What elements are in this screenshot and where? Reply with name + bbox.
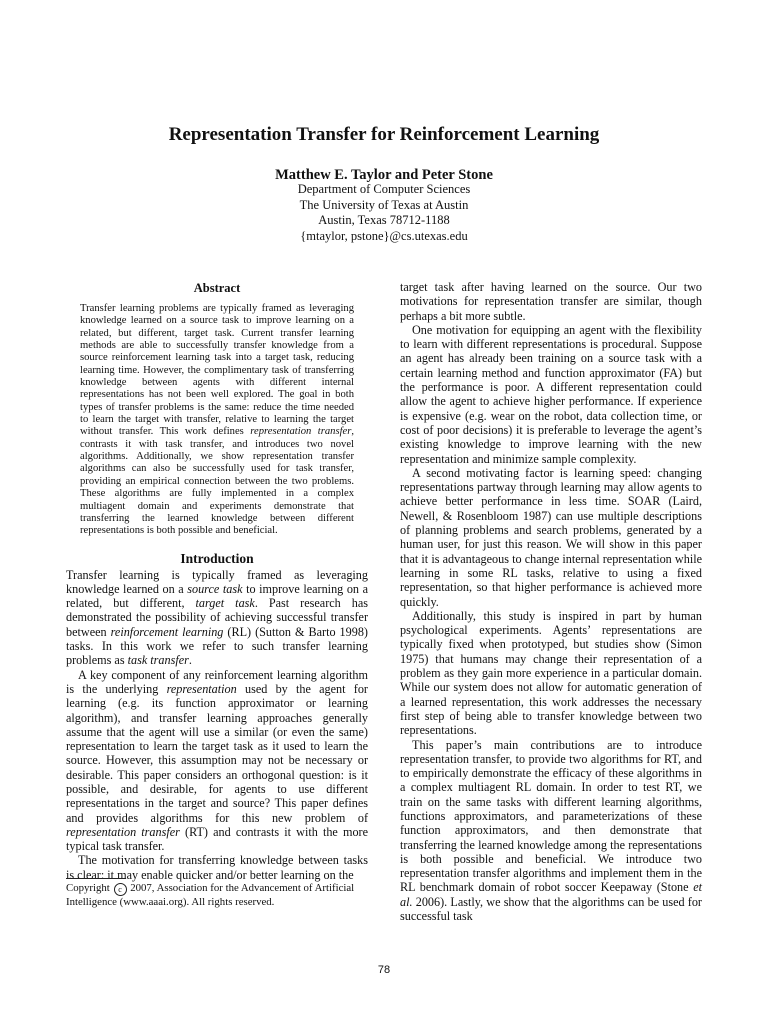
text-run: Transfer learning is typically framed as leveraging knowledge learned on a xyxy=(66,567,368,596)
affiliation-address: Austin, Texas 78712-1188 xyxy=(318,213,450,227)
emphasis-run: reinforcement learning xyxy=(110,624,224,639)
emphasis-run: target task xyxy=(195,596,255,611)
text-run: (RL) (Sutton & Barto 1998) tasks. In this work we refer to such transfer learning problems as xyxy=(66,624,368,668)
affiliation-department: Department of Computer Sciences xyxy=(297,182,471,196)
page-number: 78 xyxy=(377,964,391,976)
abstract-heading: Abstract xyxy=(193,281,241,295)
text-run: A key component of any reinforcement learning algorithm is the underlying xyxy=(66,667,368,696)
abstract-text xyxy=(80,303,354,538)
intro-paragraph-1 xyxy=(66,568,368,668)
copyright-footnote xyxy=(66,878,368,909)
emphasis-run: representation transfer xyxy=(66,824,180,839)
intro-paragraph-3: The motivation for transferring knowledge between tasks is clear: it may enable quicker and/or better learning on the xyxy=(66,853,368,882)
emphasis-run: task transfer xyxy=(127,653,189,668)
right-paragraph-4 xyxy=(400,738,702,924)
copyright-text: 2007, Association for the Advancement of Artificial Intelligence (www.aaai.org). All rights reserved. xyxy=(66,882,355,908)
copyright-icon: c xyxy=(114,883,127,896)
text-run: . xyxy=(188,653,192,668)
emphasis-run: source task xyxy=(187,581,243,596)
text-run: . Past research has demonstrated the possibility of achieving successful transfer between xyxy=(66,596,369,639)
emphasis-run: representation xyxy=(166,681,237,696)
abstract-text-part: Transfer learning problems are typically framed as leveraging knowledge learned on a source task to improve learning on a related, but different, target task. Current transfer learning methods are able to successfully transfer knowledge from a source reinforcement learning task into a target task, reducing learning time. However, the complimentary task of transferring knowledge between agents with different internal representations has not been well explored. The goal in both types of transfer problems is the same: reduce the time needed to learn the target with transfer, relative to learning the target without transfer. This work defines xyxy=(80,303,354,438)
footnote-rule xyxy=(66,878,126,879)
author-affiliation xyxy=(0,182,768,244)
left-column xyxy=(66,280,368,882)
text-run: to improve learning on a related, but different, xyxy=(66,581,369,611)
text-run: used by the agent for learning (e.g. its function approximator or learning algorithm), and transfer learning approaches generally assume that the agent will use a similar (or even the same) representation to learn the target task as it used to learn the source. However, this assumption may not be necessary or desirable. This paper considers an orthogonal question: is it possible, and desirable, for agents to use different representations in the target and source? This paper defines and provides algorithms for this new problem of xyxy=(66,681,368,825)
emphasis-run: et al. xyxy=(400,880,702,909)
paper-title: Representation Transfer for Reinforcement Learning xyxy=(168,124,600,145)
text-run: 2006). Lastly, we show that the algorithms can be used for successful task xyxy=(400,894,702,924)
affiliation-email: {mtaylor, pstone}@cs.utexas.edu xyxy=(300,228,468,243)
text-run: (RT) and contrasts it with the more typical task transfer. xyxy=(66,824,369,854)
right-column xyxy=(400,280,702,923)
paper-authors: Matthew E. Taylor and Peter Stone xyxy=(275,167,493,183)
introduction-heading: Introduction xyxy=(180,550,254,566)
right-paragraph-0: target task after having learned on the source. Our two motivations for representation transfer are similar, though perhaps a bit more subtle. xyxy=(400,280,702,323)
affiliation-university: The University of Texas at Austin xyxy=(299,197,469,212)
abstract-emphasis: representation transfer xyxy=(250,426,352,438)
right-paragraph-3: Additionally, this study is inspired in part by human psychological experiments. Agents’ representations are typically fixed when prototyped, but studies show (Simon 1975) that humans may change their representation of a problem as they gain more experience in a particular domain. While our system does not allow for automatic generation of a learned representation, this work addresses the necessary first step of being able to transfer knowledge between two representations. xyxy=(400,608,702,738)
copyright-label: Copyright xyxy=(66,882,110,894)
right-paragraph-1: One motivation for equipping an agent with the flexibility to learn with different representations is procedural. Suppose an agent has already been training on a source task with a certain learning method and function approximator (FA) but the performance is poor. A different representation could allow the agent to achieve higher performance. If experience is expensive (e.g. wear on the robot, data collection time, or cost of poor decisions) it is preferable to leverage the agent’s existing knowledge to improve learning with the new representation and minimize sample complexity. xyxy=(400,322,702,466)
footnote-text xyxy=(66,882,368,909)
right-paragraph-2: A second motivating factor is learning speed: changing representations partway through learning may allow agents to achieve better performance in less time. SOAR (Laird, Newell, & Rosenbloom 1987) can use multiple descriptions of planning problems and search problems, generated by a human user, for just this reason. We will show in this paper that it is advantageous to change internal representation while learning in some RL tasks, relative to using a fixed representation, so that higher performance is achieved more quickly. xyxy=(400,465,702,609)
abstract-text-part: , contrasts it with task transfer, and introduces two novel algorithms. Additionally, we show representation transfer algorithms can also be successfully used for task transfer, providing an empirical connection between the two problems. These algorithms are fully implemented in a complex multiagent domain and experiments demonstrate that transferring the learned knowledge between different representations is both possible and beneficial. xyxy=(80,426,354,537)
intro-paragraph-2 xyxy=(66,668,368,854)
text-run: This paper’s main contributions are to introduce representation transfer, to provide two algorithms for RT, and to empirically demonstrate the efficacy of these algorithms in a complex multiagent RL domain. In order to test RT, we train on the same tasks with different learning algorithms, functions approximators, and parameterizations of these function approximators, and then demonstrate that transferring the learned knowledge among the representations is both possible and beneficial. We introduce two representation transfer algorithms and implement them in the RL benchmark domain of robot soccer Keepaway (Stone xyxy=(400,737,702,895)
